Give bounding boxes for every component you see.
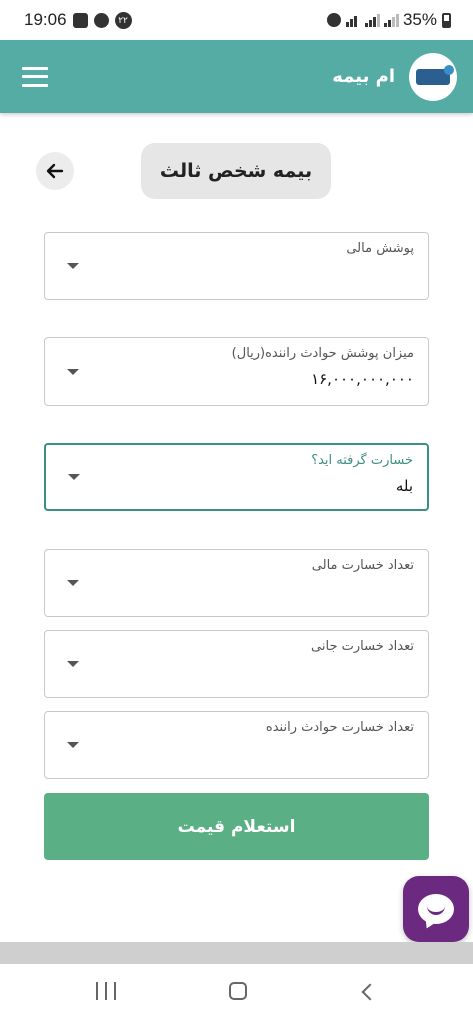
notification-count: ۲۲ [118, 14, 128, 25]
chevron-down-icon [67, 263, 79, 269]
battery-percent: 35% [402, 10, 437, 29]
alarm-icon [327, 13, 341, 27]
claims-received-select[interactable] [44, 443, 429, 511]
recents-icon[interactable] [96, 982, 116, 1000]
chevron-down-icon [67, 369, 79, 375]
app-logo-icon [409, 53, 457, 101]
battery-icon [442, 13, 451, 28]
chevron-down-icon [67, 580, 79, 586]
shield-check-icon [94, 13, 109, 28]
field-label: خسارت گرفته اید؟ [311, 453, 413, 468]
chat-bubble-icon [418, 894, 454, 924]
coverage-financial-select[interactable] [44, 232, 429, 300]
status-bar [0, 0, 473, 40]
chevron-left-icon[interactable] [362, 984, 379, 1001]
chevron-down-icon [67, 742, 79, 748]
app-bar [0, 40, 473, 113]
field-label: تعداد خسارت حوادث راننده [265, 720, 414, 735]
price-inquiry-button[interactable] [44, 793, 429, 860]
field-label: میزان پوشش حوادث راننده(ریال) [231, 346, 414, 361]
status-left [24, 10, 132, 30]
brand [332, 53, 457, 101]
driver-accident-claims-count-select[interactable] [44, 711, 429, 779]
field-label: تعداد خسارت مالی [311, 558, 414, 573]
notification-count-icon [115, 12, 132, 29]
system-nav-bar [0, 964, 473, 1024]
signal-icon [365, 13, 379, 27]
chat-button[interactable] [403, 876, 469, 942]
back-button[interactable] [36, 152, 74, 190]
financial-claims-count-select[interactable] [44, 549, 429, 617]
hamburger-menu-icon[interactable] [22, 67, 48, 87]
arrow-left-icon [45, 161, 65, 181]
driver-accident-coverage-select[interactable] [44, 337, 429, 406]
app-title: ام بیمه [332, 66, 395, 87]
signal-icon [384, 13, 398, 27]
field-value: ۱۶,۰۰۰,۰۰۰,۰۰۰ [311, 370, 414, 388]
home-icon[interactable] [229, 982, 247, 1000]
gallery-icon [73, 13, 88, 28]
field-label: پوشش مالی [346, 241, 414, 256]
chevron-down-icon [67, 661, 79, 667]
chevron-down-icon [68, 474, 80, 480]
page-title-box [141, 143, 331, 199]
field-value: بله [395, 477, 413, 495]
page-title: بیمه شخص ثالث [159, 160, 313, 182]
status-time: 19:06 [24, 10, 67, 29]
bottom-divider [0, 942, 473, 964]
bodily-claims-count-select[interactable] [44, 630, 429, 698]
status-right [327, 10, 451, 30]
field-label: تعداد خسارت جانی [311, 639, 414, 654]
price-inquiry-label: استعلام قیمت [177, 816, 296, 837]
wifi-icon [346, 13, 360, 27]
